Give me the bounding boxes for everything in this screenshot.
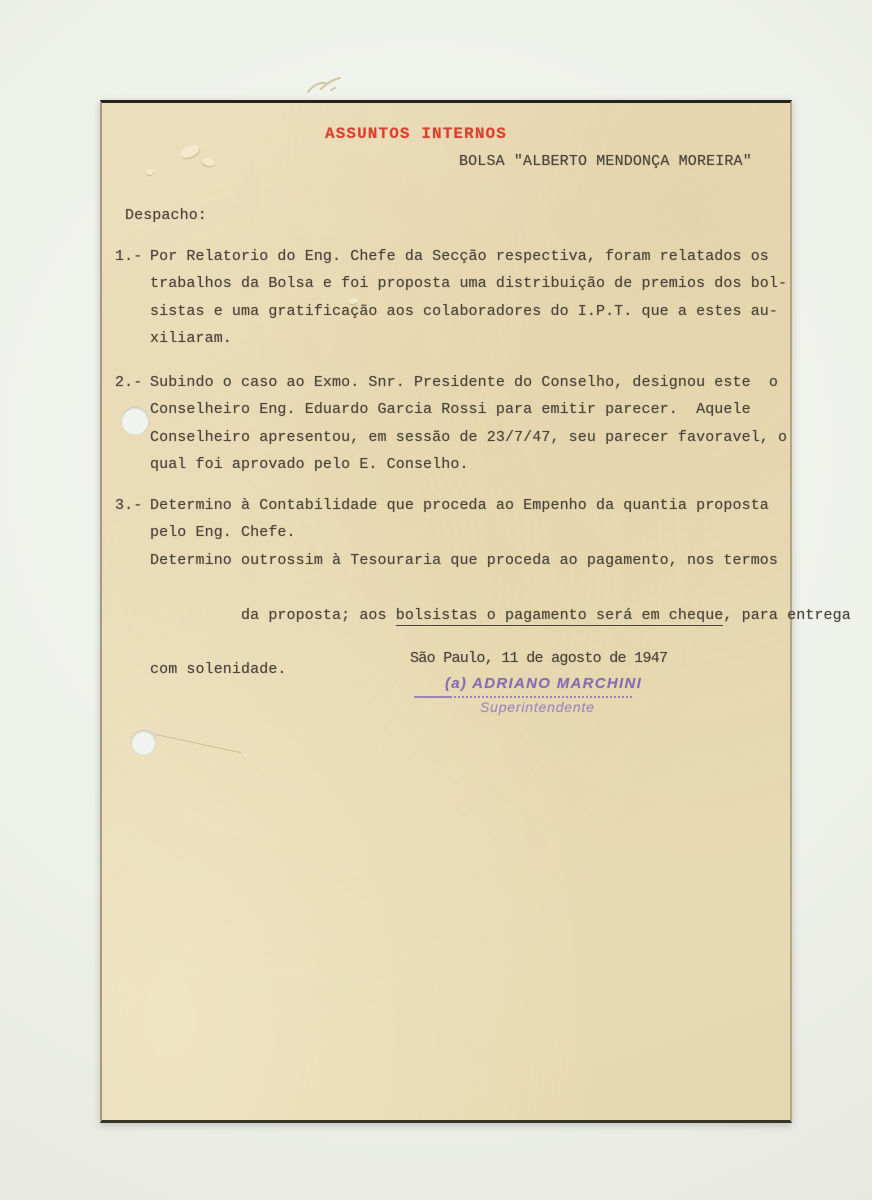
document-line: Por Relatorio do Eng. Chefe da Secção respectiva, foram relatados os [150, 248, 769, 265]
line-text: , para entrega [723, 606, 851, 624]
document-line: Conselheiro apresentou, em sessão de 23/7/47, seu parecer favoravel, o [150, 428, 788, 446]
signature-underline [414, 682, 632, 698]
item-number: 1.- [115, 248, 143, 265]
document-line: sistas e uma gratificação aos colaboradores do I.P.T. que a estes au- [150, 302, 779, 320]
scan-smudge [300, 66, 370, 100]
underlined-text: bolsistas o pagamento será em cheque [395, 606, 724, 624]
document-line: com solenidade. [150, 661, 287, 679]
place-date: São Paulo, 11 de agosto de 1947 [410, 650, 668, 667]
document-line: Determino à Contabilidade que proceda ao Empenho da quantia proposta [150, 497, 769, 514]
signature-stamp: (a) ADRIANO MARCHINI [445, 675, 643, 692]
line-text: da proposta; aos [241, 606, 396, 624]
document-line: trabalhos da Bolsa e foi proposta uma distribuição de premios dos bol- [150, 275, 788, 293]
paper-damage-spot [201, 157, 215, 168]
document-page [100, 100, 851, 1123]
document-line: Conselheiro Eng. Eduardo Garcia Rossi para emitir parecer. Aquele [150, 401, 751, 419]
document-line: qual foi aprovado pelo E. Conselho. [150, 456, 469, 474]
document-line: Determino outrossim à Tesouraria que proceda ao pagamento, nos termos [150, 551, 779, 569]
paper-damage-spot [179, 142, 202, 160]
signature-role: Superintendente [480, 699, 595, 715]
despacho-item-1 [115, 243, 787, 353]
document-subtitle: BOLSA "ALBERTO MENDONÇA MOREIRA" [459, 153, 752, 170]
despacho-label: Despacho: [125, 207, 207, 224]
punch-hole [121, 407, 149, 435]
despacho-item-2 [115, 369, 787, 479]
punch-hole [131, 730, 156, 755]
document-line: Subindo o caso ao Exmo. Snr. Presidente do Conselho, designou este o [150, 374, 779, 391]
item-number: 3.- [115, 497, 143, 514]
document-line: xiliaram. [150, 330, 232, 348]
paper-crease [155, 734, 241, 753]
item-number: 2.- [115, 374, 143, 391]
paper-damage-spot [146, 169, 153, 175]
document-line: pelo Eng. Chefe. [150, 524, 296, 542]
red-stamp-title: ASSUNTOS INTERNOS [325, 125, 507, 143]
